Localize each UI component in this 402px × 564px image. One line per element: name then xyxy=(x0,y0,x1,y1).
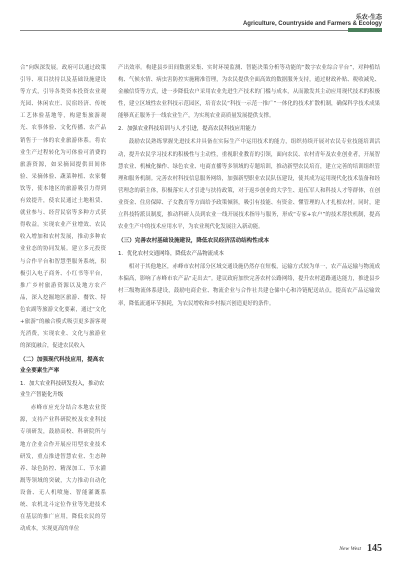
page-header xyxy=(243,12,382,27)
section-heading: （三）完善农村基础设施建设，降低农民经济活动结构性成本 xyxy=(118,238,270,245)
header-accent-bar xyxy=(348,28,382,32)
paragraph: 合”向纵深发展。政府可以通过政策引导、项目扶持以及基础设施建设等方式，引导各类资本投资农业观光园、休闲农庄、民宿经济、传统工艺体验基地等，构建集旅游观光、农事体验、文化传播、农产品销售于一体的农业旅游体系。将农业生产过程转化为可体验可消费的旅游资源，如采摘园提供田间体验、采摘体验、蔬菜种植、农家餐饮等，使本地区的旅游吸引力得到有效提升，使农民通过土地租赁、就业参与、经营民宿等多种方式获得收益。实现农业产业增效、农民收入增加和农村发展，推动多种农业业态的协同发展。建立多元投资与合作平台和智慧型服务系统，积极引入电子商务、小红书等平台，推广乡村旅游资源以及地方农产品，深入挖掘地区旅游、餐饮、特色农副等旅游文化要素，通过“文化+旅游”的融合模式吸引更多游客观光消费，实现农业、文化与旅游业的深度融合，促进农民收入 xyxy=(20,65,106,350)
paragraph: 鼓励农民熟练掌握先进技术并具备在实际生产中运用技术的能力，组织持续开展对农民专业技能培训活动，提升农民学习技术的积极性与主动性，重视职业教育的引领，面向农民、农村青年及农业创业者，开展智慧农业、机械化操作、绿色农业、电商直播等多领域的专题培训，推动新型农民培育，建立完善的培训组织管理和服务机制。完善农村科技信息服务网络，加强新型职业农民队伍建设，使其成为运用现代化技术装备和经营理念的新主体，积极落实人才引进与扶持政策，对于返乡创业的大学生、退伍军人和科技人才等群体，在创业资金、住房保障、子女教育等方面给予政策倾斜，吸引有技能、有资金、懂管理的人才扎根农村。同时，建立科技特派员制度，推动科研人员到农业一线开展技术指导与服务，形成“专家+农户”的技术帮扶机制，提高农业生产中的技术应用水平，为农业现代化发展注入新动能。 xyxy=(118,139,380,231)
subsection-heading: 1．优化农村交通网络，降低农产品物流成本 xyxy=(118,251,224,258)
header-divider xyxy=(20,30,382,31)
paragraph: 相对于其他地区，赤峰市农村部分区域交通设施仍然存在短板，运输方式较为单一，农产品运输与物流成本偏高，影响了赤峰市农产品“走出去”。建议政府加快完善农村公路网络，提升农村道路通达能力，推进县乡村三级物流体系建设，鼓励电商企业、物流企业与合作社共建仓储中心和冷链配送站点，提高农产品运输效率，降低流通环节损耗，为农民增收和乡村振兴创造更好的条件。 xyxy=(118,264,380,307)
subsection-heading: 1．加大农业科技研发投入，推动农业生产智能化升级 xyxy=(20,381,105,399)
section-heading: （二）加强现代科技应用，提高农业全要素生产率 xyxy=(20,357,104,375)
page-number: 145 xyxy=(367,543,382,554)
page-footer xyxy=(339,543,382,554)
section-title-cn: 乐农·生态 xyxy=(355,14,382,21)
subsection-heading: 2．加强农业科技培训与人才引进，提高农民科技应用能力 xyxy=(118,126,257,133)
paragraph: 产出效率。构建县乡田间数据采集、实时环境监测、智能决策分析等功能的“数字农业综合平台”，对种植结构、气候水情、病虫害防控实施精准管理，为农民提供全面高效的数据服务支持，通过财政补贴、税收减免、金融信贷等方式，进一步降低农户采用农业先进生产技术的门槛与成本，从而激发其主动应用现代技术的积极性，建立区域性农业科技示范园区，培育农民“科技一示范一推广”一体化的技术扩散机制，确保科学技术成果能够真正服务于一线农业生产，为实现农业高质量发展提供支撑。 xyxy=(118,65,380,120)
journal-name: New West xyxy=(339,545,361,552)
right-column xyxy=(118,62,380,311)
paragraph: 赤峰市应充分结合本地农业资源，支持产业科研院校及农业科技专项研发，鼓励高校、科研院所与地方企业合作开展应用型农业技术研发，重点推进智慧农业、生态种养、绿色防控、精深加工、节水灌溉等领域的突破，大力推动自动化设备、无人机喷施、智能灌溉系统、农机北斗定位作业等先进技术在基层的推广应用，降低农民的劳动成本，实现更高的单位 xyxy=(20,405,106,533)
left-column xyxy=(20,62,106,537)
section-title-en: Agriculture, Countryside and Farmers & Ecology xyxy=(242,21,382,27)
